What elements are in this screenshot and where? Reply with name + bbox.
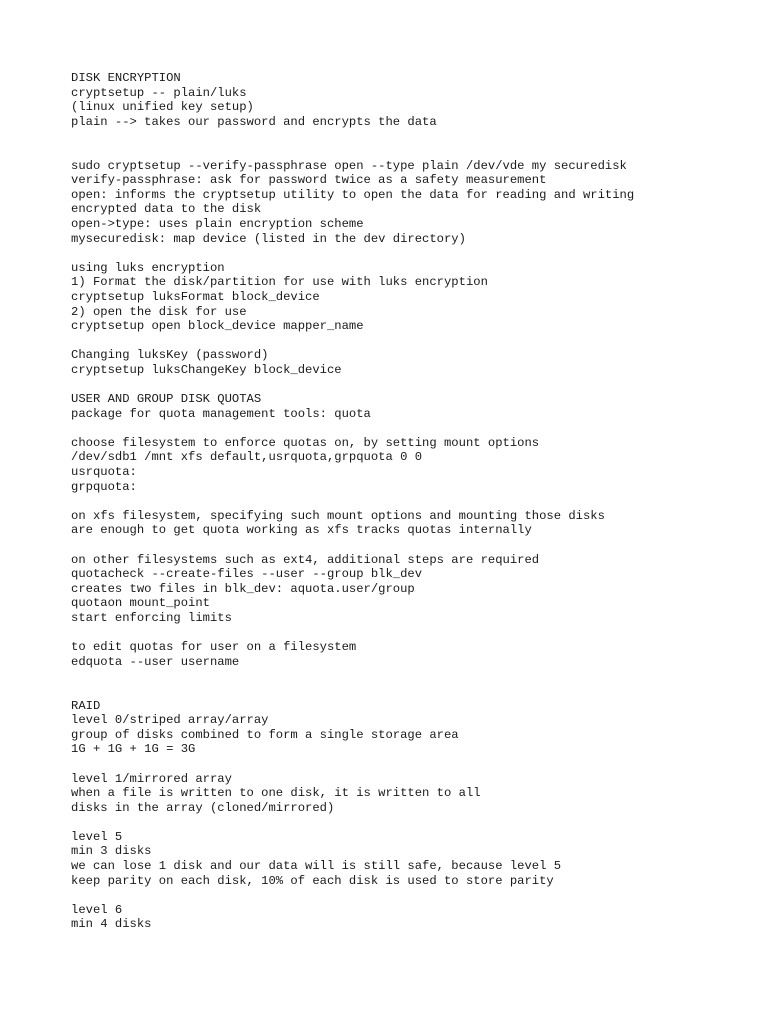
text-line: level 5 — [71, 829, 123, 844]
blank-space — [71, 669, 751, 698]
text-line: to edit quotas for user on a filesystem — [71, 640, 357, 655]
text-line: keep parity on each disk, 10% of each disk is used to store parity — [71, 873, 554, 888]
command-line: quotaon mount_point — [71, 596, 210, 611]
command-line: cryptsetup open block_device mapper_name — [71, 319, 364, 334]
text-line: on xfs filesystem, specifying such mount options and mounting those disks — [71, 508, 605, 523]
command-line: sudo cryptsetup --verify-passphrase open --type plain /dev/vde my securedisk — [71, 158, 627, 173]
text-line: package for quota management tools: quota — [71, 406, 371, 421]
text-line: 1) Format the disk/partition for use with luks encryption — [71, 275, 488, 290]
text-line: usrquota: — [71, 465, 137, 480]
text-line: when a file is written to one disk, it is written to all — [71, 786, 481, 801]
section-luks-encryption — [71, 261, 751, 334]
section-luks-key — [71, 348, 751, 377]
text-line: grpquota: — [71, 479, 137, 494]
text-line: on other filesystems such as ext4, additional steps are required — [71, 552, 540, 567]
blank-space — [71, 129, 751, 158]
text-line: cryptsetup -- plain/luks — [71, 85, 247, 100]
blank-line — [71, 334, 751, 349]
text-line: encrypted data to the disk — [71, 202, 262, 217]
text-line: we can lose 1 disk and our data will is still safe, because level 5 — [71, 859, 562, 874]
section-quota-ext4 — [71, 553, 751, 626]
section-heading: USER AND GROUP DISK QUOTAS — [71, 392, 262, 407]
text-line: open: informs the cryptsetup utility to open the data for reading and writing — [71, 187, 635, 202]
section-raid-level-6 — [71, 903, 751, 932]
blank-line — [71, 757, 751, 772]
text-line: choose filesystem to enforce quotas on, by setting mount options — [71, 435, 540, 450]
blank-line — [71, 494, 751, 509]
command-line: /dev/sdb1 /mnt xfs default,usrquota,grpquota 0 0 — [71, 450, 423, 465]
section-heading: DISK ENCRYPTION — [71, 71, 181, 85]
section-disk-quotas — [71, 392, 751, 421]
document-page — [71, 71, 751, 932]
text-line: disks in the array (cloned/mirrored) — [71, 800, 335, 815]
text-line: 1G + 1G + 1G = 3G — [71, 742, 196, 757]
text-line: start enforcing limits — [71, 610, 232, 625]
blank-line — [71, 815, 751, 830]
command-line: cryptsetup luksFormat block_device — [71, 289, 320, 304]
section-raid-level-5 — [71, 830, 751, 888]
blank-line — [71, 538, 751, 553]
text-line: min 3 disks — [71, 844, 152, 859]
section-raid-level-1 — [71, 772, 751, 816]
blank-line — [71, 377, 751, 392]
text-line: open->type: uses plain encryption scheme — [71, 216, 364, 231]
text-line: 2) open the disk for use — [71, 304, 247, 319]
command-line: edquota --user username — [71, 654, 240, 669]
section-disk-encryption — [71, 71, 751, 129]
text-line: verify-passphrase: ask for password twice as a safety measurement — [71, 173, 547, 188]
section-quota-mount-options — [71, 436, 751, 494]
text-line: min 4 disks — [71, 917, 152, 932]
blank-line — [71, 626, 751, 641]
text-line: Changing luksKey (password) — [71, 348, 269, 363]
command-line: cryptsetup luksChangeKey block_device — [71, 362, 342, 377]
text-line: creates two files in blk_dev: aquota.user/group — [71, 581, 415, 596]
section-heading: RAID — [71, 698, 101, 713]
text-line: level 1/mirrored array — [71, 771, 232, 786]
text-line: plain --> takes our password and encrypts the data — [71, 114, 437, 129]
section-edquota — [71, 640, 751, 669]
text-line: level 6 — [71, 902, 123, 917]
blank-line — [71, 888, 751, 903]
command-line: quotacheck --create-files --user --group blk_dev — [71, 567, 423, 582]
blank-line — [71, 421, 751, 436]
blank-line — [71, 246, 751, 261]
section-quota-xfs — [71, 509, 751, 538]
text-line: using luks encryption — [71, 260, 225, 275]
section-plain-cryptsetup — [71, 159, 751, 247]
text-line: (linux unified key setup) — [71, 100, 254, 115]
text-line: mysecuredisk: map device (listed in the dev directory) — [71, 231, 466, 246]
text-line: are enough to get quota working as xfs tracks quotas internally — [71, 523, 532, 538]
section-raid-level-0 — [71, 699, 751, 757]
text-line: group of disks combined to form a single storage area — [71, 727, 459, 742]
text-line: level 0/striped array/array — [71, 713, 269, 728]
